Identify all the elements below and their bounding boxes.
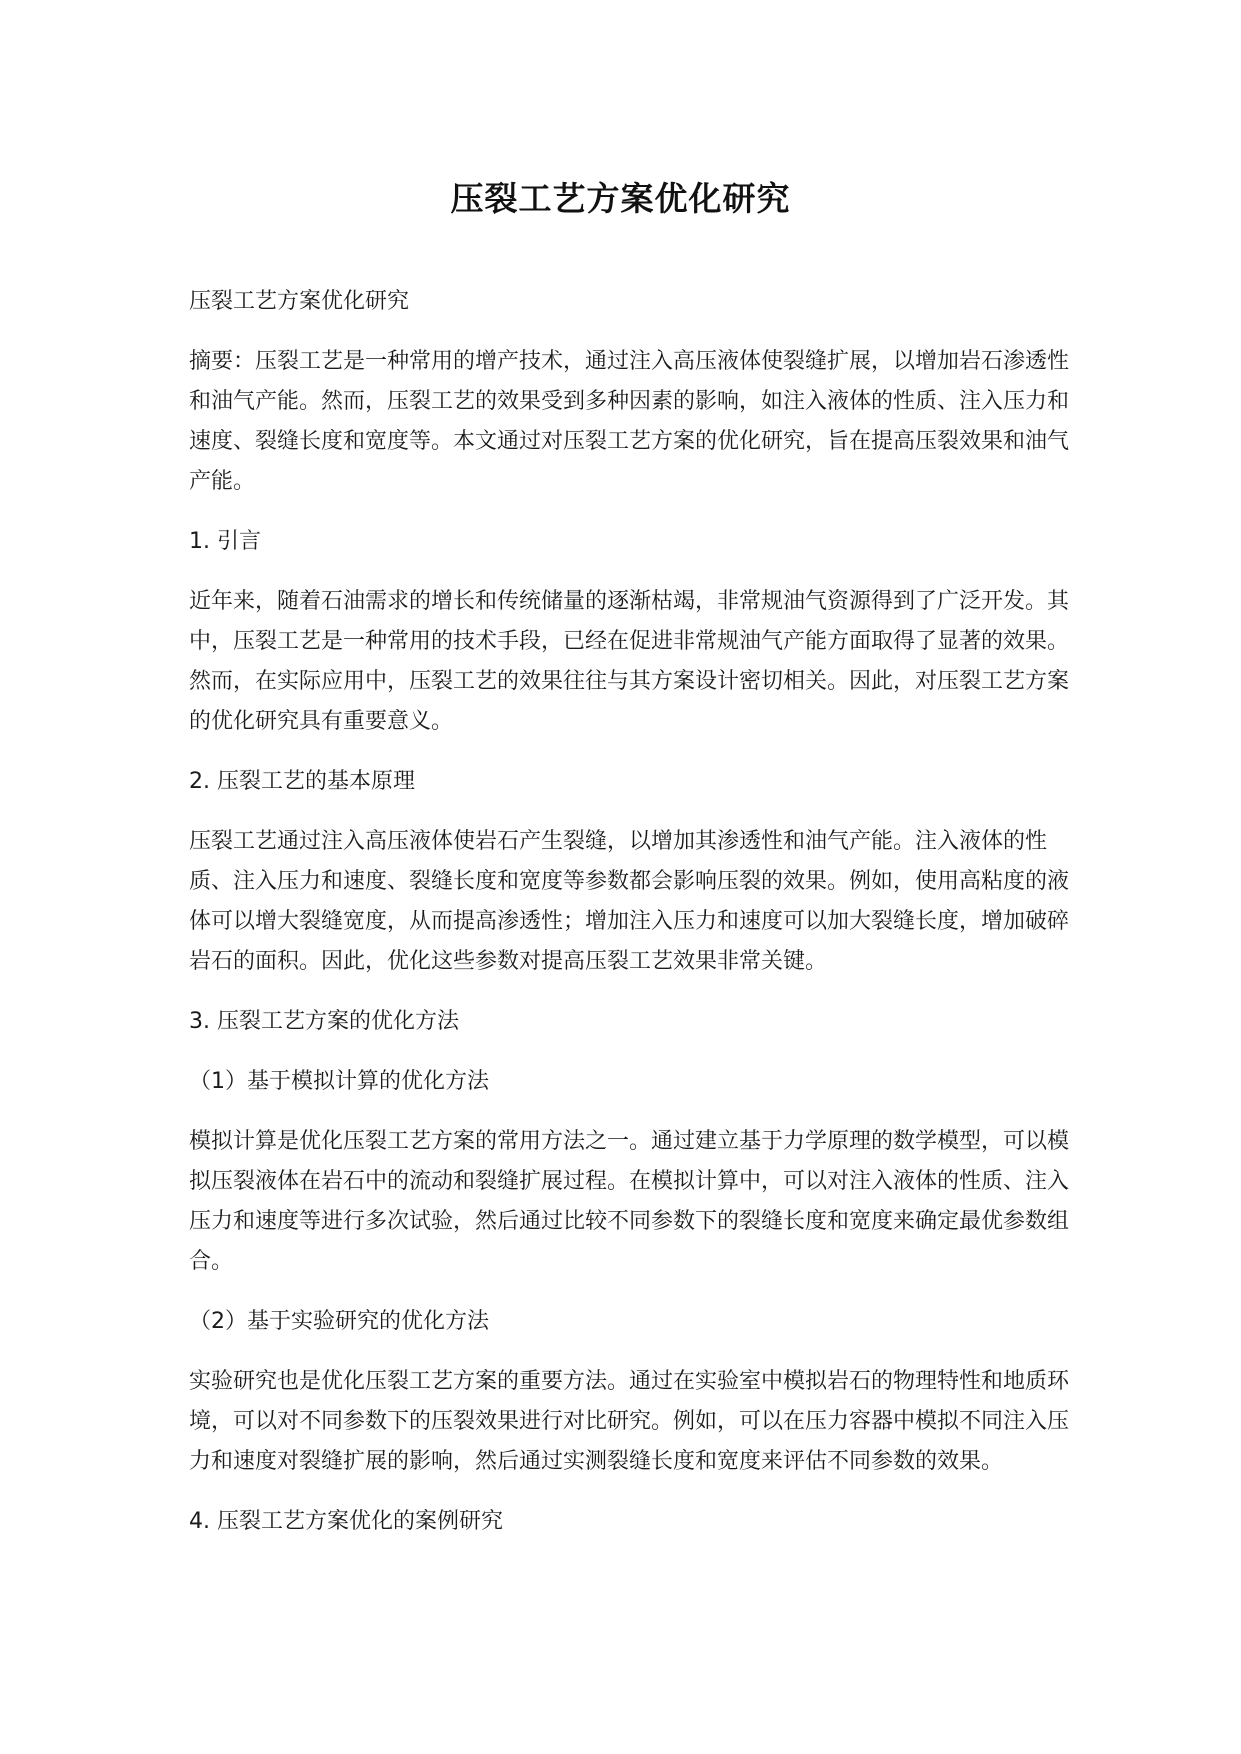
subsection-heading-simulation: （1）基于模拟计算的优化方法: [189, 1069, 489, 1094]
subtitle-paragraph: 压裂工艺方案优化研究: [189, 289, 410, 314]
simulation-paragraph: 模拟计算是优化压裂工艺方案的常用方法之一。通过建立基于力学原理的数学模型，可以模拟压裂液体在岩石中的流动和裂缝扩展过程。在模拟计算中，可以对注入液体的性质、注入压力和速度等进行多次试验，然后通过比较不同参数下的裂缝长度和宽度来确定最优参数组合。: [189, 1129, 1070, 1274]
section-heading-methods: 3. 压裂工艺方案的优化方法: [189, 1009, 459, 1034]
principle-paragraph: 压裂工艺通过注入高压液体使岩石产生裂缝，以增加其渗透性和油气产能。注入液体的性质、注入压力和速度、裂缝长度和宽度等参数都会影响压裂的效果。例如，使用高粘度的液体可以增大裂缝宽度，从而提高渗透性；增加注入压力和速度可以加大裂缝长度，增加破碎岩石的面积。因此，优化这些参数对提高压裂工艺效果非常关键。: [189, 829, 1070, 974]
subsection-heading-experiment: （2）基于实验研究的优化方法: [189, 1309, 489, 1334]
introduction-paragraph: 近年来，随着石油需求的增长和传统储量的逐渐枯竭，非常规油气资源得到了广泛开发。其中，压裂工艺是一种常用的技术手段，已经在促进非常规油气产能方面取得了显著的效果。然而，在实际应用中，压裂工艺的效果往往与其方案设计密切相关。因此，对压裂工艺方案的优化研究具有重要意义。: [189, 589, 1070, 734]
document-body: [189, 282, 1069, 1562]
abstract-paragraph: 摘要：压裂工艺是一种常用的增产技术，通过注入高压液体使裂缝扩展，以增加岩石渗透性和油气产能。然而，压裂工艺的效果受到多种因素的影响，如注入液体的性质、注入压力和速度、裂缝长度和宽度等。本文通过对压裂工艺方案的优化研究，旨在提高压裂效果和油气产能。: [189, 349, 1070, 494]
section-heading-principle: 2. 压裂工艺的基本原理: [189, 769, 415, 794]
section-heading-case-study: 4. 压裂工艺方案优化的案例研究: [189, 1509, 503, 1534]
experiment-paragraph: 实验研究也是优化压裂工艺方案的重要方法。通过在实验室中模拟岩石的物理特性和地质环境，可以对不同参数下的压裂效果进行对比研究。例如，可以在压力容器中模拟不同注入压力和速度对裂缝扩展的影响，然后通过实测裂缝长度和宽度来评估不同参数的效果。: [189, 1369, 1070, 1474]
section-heading-introduction: 1. 引言: [189, 529, 261, 554]
document-title: 压裂工艺方案优化研究: [450, 179, 791, 218]
